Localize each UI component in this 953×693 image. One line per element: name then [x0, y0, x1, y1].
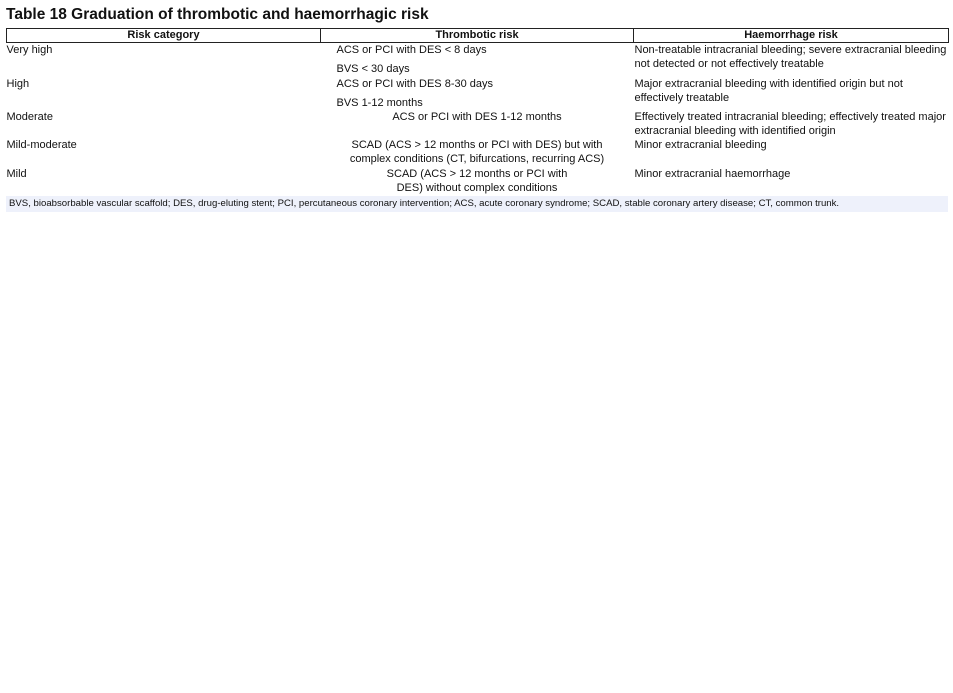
haemorrhage-risk-text: Non-treatable intracranial bleeding; severe extracranial bleeding not detected or not effectively treatable	[634, 44, 947, 70]
thrombotic-risk-line: ACS or PCI with DES 8-30 days	[336, 78, 494, 90]
haemorrhage-risk-cell	[634, 167, 949, 195]
table-header-row	[7, 29, 949, 43]
haemorrhage-risk-text: Effectively treated intracranial bleeding; effectively treated major extracranial bleeding with identified origin	[634, 111, 946, 137]
document-page	[6, 5, 948, 212]
thrombotic-risk-line: DES) without complex conditions	[396, 182, 558, 194]
thrombotic-risk-line: complex conditions (CT, bifurcations, recurring ACS)	[349, 153, 605, 165]
thrombotic-risk-line: ACS or PCI with DES < 8 days	[336, 44, 487, 56]
risk-category-cell: Moderate	[6, 111, 53, 123]
thrombotic-risk-cell	[321, 167, 634, 195]
thrombotic-risk-line: BVS 1-12 months	[336, 97, 423, 109]
thrombotic-risk-line: BVS < 30 days	[336, 63, 410, 75]
thrombotic-risk-cell	[321, 138, 634, 167]
risk-category-cell: Mild-moderate	[6, 139, 77, 151]
haemorrhage-risk-cell	[634, 43, 949, 78]
table-row	[7, 167, 949, 195]
table-title: Table 18 Graduation of thrombotic and haemorrhagic risk	[6, 6, 429, 23]
table-footnote: BVS, bioabsorbable vascular scaffold; DES, drug-eluting stent; PCI, percutaneous coronary intervention; ACS, acute coronary syndrome; SCAD, stable coronary artery disease; CT, common trunk.	[6, 196, 948, 212]
haemorrhage-risk-text: Minor extracranial haemorrhage	[634, 168, 791, 180]
thrombotic-risk-line: SCAD (ACS > 12 months or PCI with	[386, 168, 568, 180]
haemorrhage-risk-text: Minor extracranial bleeding	[634, 139, 767, 151]
table-row	[7, 77, 949, 110]
table-row	[7, 138, 949, 167]
thrombotic-risk-cell	[321, 110, 634, 138]
risk-table	[6, 28, 949, 195]
risk-category-cell: Very high	[6, 44, 53, 56]
thrombotic-risk-cell	[321, 77, 634, 110]
haemorrhage-risk-cell	[634, 110, 949, 138]
header-thrombotic-risk: Thrombotic risk	[321, 29, 634, 43]
risk-category-cell: Mild	[6, 168, 27, 180]
thrombotic-risk-line: SCAD (ACS > 12 months or PCI with DES) but with	[351, 139, 603, 151]
haemorrhage-risk-cell	[634, 77, 949, 110]
thrombotic-risk-line: ACS or PCI with DES 1-12 months	[392, 111, 562, 123]
header-haemorrhage-risk: Haemorrhage risk	[634, 29, 949, 43]
table-row	[7, 110, 949, 138]
header-risk-category: Risk category	[7, 29, 321, 43]
risk-category-cell: High	[6, 78, 30, 90]
table-row	[7, 43, 949, 78]
haemorrhage-risk-cell	[634, 138, 949, 167]
thrombotic-risk-cell	[321, 43, 634, 78]
haemorrhage-risk-text: Major extracranial bleeding with identified origin but not effectively treatable	[634, 78, 903, 104]
